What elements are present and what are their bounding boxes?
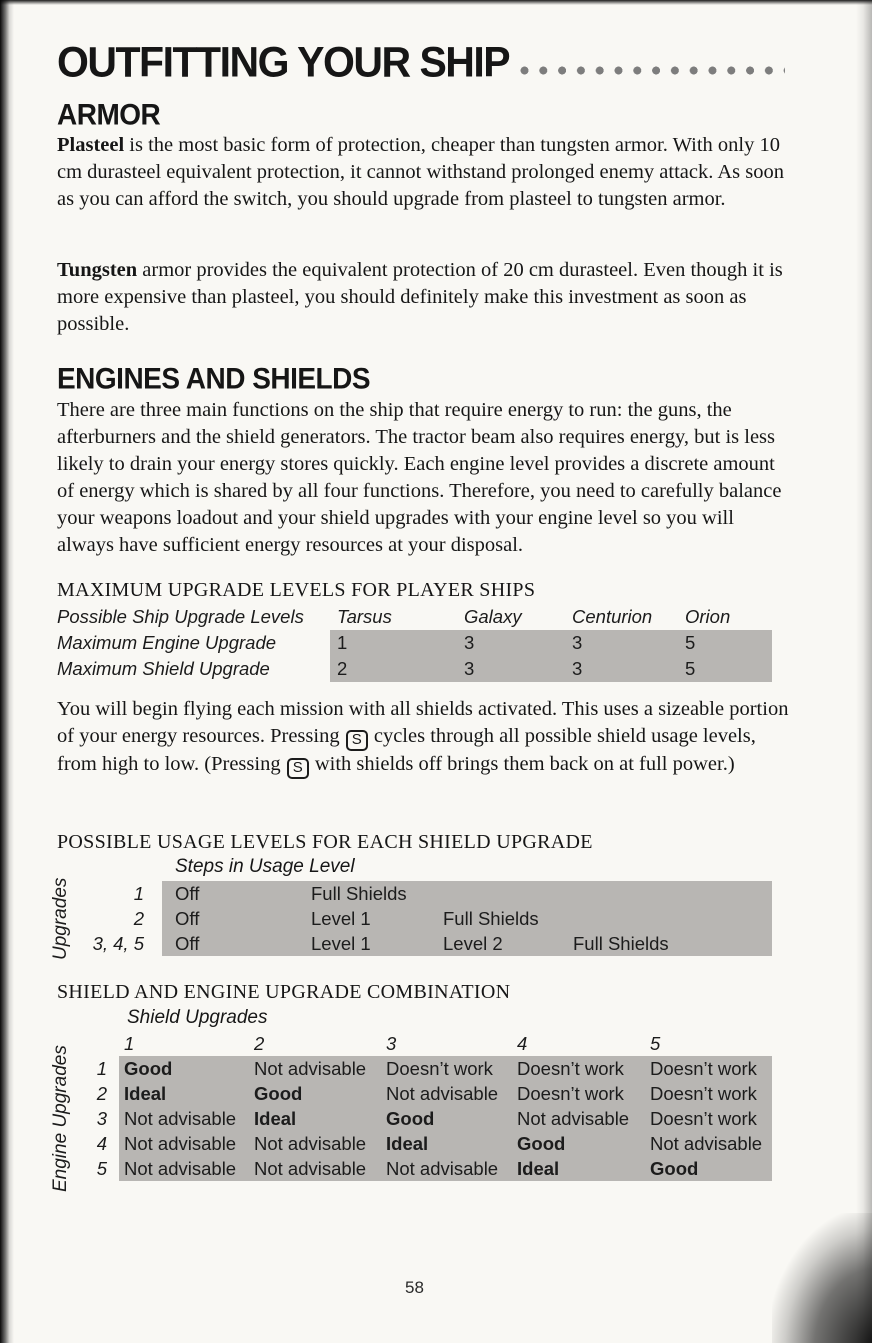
max-upgrade-table	[57, 604, 772, 682]
page-title-row	[57, 38, 785, 86]
combo-cell-5-2: Not advisable	[249, 1156, 381, 1181]
combo-cell-4-2: Not advisable	[249, 1131, 381, 1156]
combo-cell-5-1: Not advisable	[119, 1156, 249, 1181]
usage-table	[57, 881, 772, 956]
scan-edge-left	[0, 0, 14, 1343]
combo-cell-3-4: Not advisable	[512, 1106, 645, 1131]
usage-1-step-4	[560, 881, 772, 906]
shield-upgrade-galaxy: 3	[457, 656, 565, 682]
combo-cell-2-3: Not advisable	[381, 1081, 512, 1106]
scan-edge-top	[0, 0, 872, 5]
combo-col-header-5: 5	[650, 1033, 661, 1054]
usage-table-col-header: Steps in Usage Level	[175, 856, 355, 877]
engine-upgrade-galaxy: 3	[457, 630, 565, 656]
column-header-galaxy: Galaxy	[464, 606, 522, 627]
page-title: OUTFITTING YOUR SHIP	[57, 38, 510, 86]
armor-heading: ARMOR	[57, 98, 161, 131]
usage-1-step-2: Full Shields	[298, 881, 430, 906]
tungsten-lead: Tungsten	[57, 259, 138, 281]
combo-cell-1-3: Doesn’t work	[381, 1056, 512, 1081]
combo-cell-1-1: Good	[119, 1056, 249, 1081]
usage-345-step-1: Off	[162, 931, 298, 956]
armor-paragraph-tungsten	[57, 257, 794, 338]
s-keycap: S	[346, 730, 368, 751]
usage-2-step-2: Level 1	[298, 906, 430, 931]
usage-345-step-3: Level 2	[430, 931, 560, 956]
row-label-shield-upgrade: Maximum Shield Upgrade	[57, 658, 270, 679]
shield-upgrade-orion: 5	[678, 656, 772, 682]
combo-table-top-label: Shield Upgrades	[127, 1007, 268, 1028]
combo-row-label-2: 2	[96, 1083, 107, 1104]
engine-upgrade-centurion: 3	[565, 630, 678, 656]
combo-cell-1-4: Doesn’t work	[512, 1056, 645, 1081]
usage-2-step-1: Off	[162, 906, 298, 931]
shield-upgrade-tarsus: 2	[330, 656, 457, 682]
shield-paragraph-part2: cycles through all possible shield usage levels, from high to low. (Pressing	[57, 725, 756, 775]
shield-paragraph-part3: with shields off brings them back on at full power.)	[309, 753, 735, 775]
title-dots-leader	[519, 65, 785, 76]
combo-cell-5-4: Ideal	[512, 1156, 645, 1181]
row-label-engine-upgrade: Maximum Engine Upgrade	[57, 632, 277, 653]
combo-col-header-4: 4	[517, 1033, 528, 1054]
combo-row-label-3: 3	[96, 1108, 107, 1129]
combo-table-side-label: Engine Upgrades	[50, 1045, 71, 1192]
combo-cell-5-5: Good	[645, 1156, 772, 1181]
usage-row-label-1: 1	[133, 883, 144, 904]
combo-row-label-1: 1	[96, 1058, 107, 1079]
shield-usage-paragraph	[57, 696, 794, 779]
usage-345-step-4: Full Shields	[560, 931, 772, 956]
plasteel-text: is the most basic form of protection, cheaper than tungsten armor. With only 10 cm durasteel equivalent protection, it cannot withstand prolonged enemy attack. As soon as you can afford the switch, you should upgrade from plasteel to tungsten armor.	[57, 134, 784, 210]
combo-cell-4-4: Good	[512, 1131, 645, 1156]
combo-cell-2-4: Doesn’t work	[512, 1081, 645, 1106]
shield-paragraph-part1: You will begin flying each mission with all shields activated. This uses a sizeable portion of your energy resources. Pressing	[57, 698, 789, 747]
combo-cell-1-2: Not advisable	[249, 1056, 381, 1081]
usage-row-label-345: 3, 4, 5	[92, 933, 144, 954]
scan-edge-right	[856, 0, 872, 1343]
tungsten-text: armor provides the equivalent protection of 20 cm durasteel. Even though it is more expensive than plasteel, you should definitely make this investment as soon as possible.	[57, 259, 783, 335]
usage-2-step-3: Full Shields	[430, 906, 560, 931]
s-keycap: S	[287, 758, 309, 779]
armor-paragraph-plasteel	[57, 132, 794, 213]
combo-col-header-3: 3	[386, 1033, 397, 1054]
combo-row-label-5: 5	[96, 1158, 107, 1179]
combo-cell-1-5: Doesn’t work	[645, 1056, 772, 1081]
combo-cell-4-1: Not advisable	[119, 1131, 249, 1156]
page-number: 58	[405, 1278, 424, 1297]
combo-cell-2-5: Doesn’t work	[645, 1081, 772, 1106]
engine-upgrade-tarsus: 1	[330, 630, 457, 656]
combo-cell-2-1: Ideal	[119, 1081, 249, 1106]
plasteel-lead: Plasteel	[57, 134, 125, 156]
engines-heading: ENGINES AND SHIELDS	[57, 362, 371, 395]
combo-row-label-4: 4	[96, 1133, 107, 1154]
combo-cell-3-1: Not advisable	[119, 1106, 249, 1131]
usage-1-step-3	[430, 881, 560, 906]
scan-corner-shadow	[772, 1213, 872, 1343]
column-header-centurion: Centurion	[572, 606, 653, 627]
usage-row-label-2: 2	[133, 908, 144, 929]
combo-cell-2-2: Good	[249, 1081, 381, 1106]
usage-2-step-4	[560, 906, 772, 931]
combo-cell-3-2: Ideal	[249, 1106, 381, 1131]
shield-upgrade-centurion: 3	[565, 656, 678, 682]
combo-table-column-headers	[57, 1031, 772, 1057]
usage-345-step-2: Level 1	[298, 931, 430, 956]
column-header-orion: Orion	[685, 606, 731, 627]
usage-table-heading: POSSIBLE USAGE LEVELS FOR EACH SHIELD UPGRADE	[57, 831, 593, 853]
combo-table	[57, 1056, 772, 1181]
combo-col-header-1: 1	[124, 1033, 135, 1054]
combo-cell-3-5: Doesn’t work	[645, 1106, 772, 1131]
combo-cell-3-3: Good	[381, 1106, 512, 1131]
usage-table-side-label: Upgrades	[50, 877, 71, 960]
combo-cell-4-5: Not advisable	[645, 1131, 772, 1156]
combo-cell-5-3: Not advisable	[381, 1156, 512, 1181]
usage-1-step-1: Off	[162, 881, 298, 906]
engine-upgrade-orion: 5	[678, 630, 772, 656]
engines-paragraph: There are three main functions on the ship that require energy to run: the guns, the afterburners and the shield generators. The tractor beam also requires energy, but is less likely to drain your energy stores quickly. Each engine level provides a discrete amount of energy which is shared by all four functions. Therefore, you need to carefully balance your weapons loadout and your shield upgrades with your engine level so you will always have sufficient energy resources at your disposal.	[57, 399, 782, 556]
max-upgrade-table-heading: MAXIMUM UPGRADE LEVELS FOR PLAYER SHIPS	[57, 579, 536, 601]
max-upgrade-row-header: Possible Ship Upgrade Levels	[57, 606, 304, 627]
combo-col-header-2: 2	[254, 1033, 265, 1054]
column-header-tarsus: Tarsus	[337, 606, 392, 627]
combo-table-heading: SHIELD AND ENGINE UPGRADE COMBINATION	[57, 981, 511, 1003]
combo-cell-4-3: Ideal	[381, 1131, 512, 1156]
